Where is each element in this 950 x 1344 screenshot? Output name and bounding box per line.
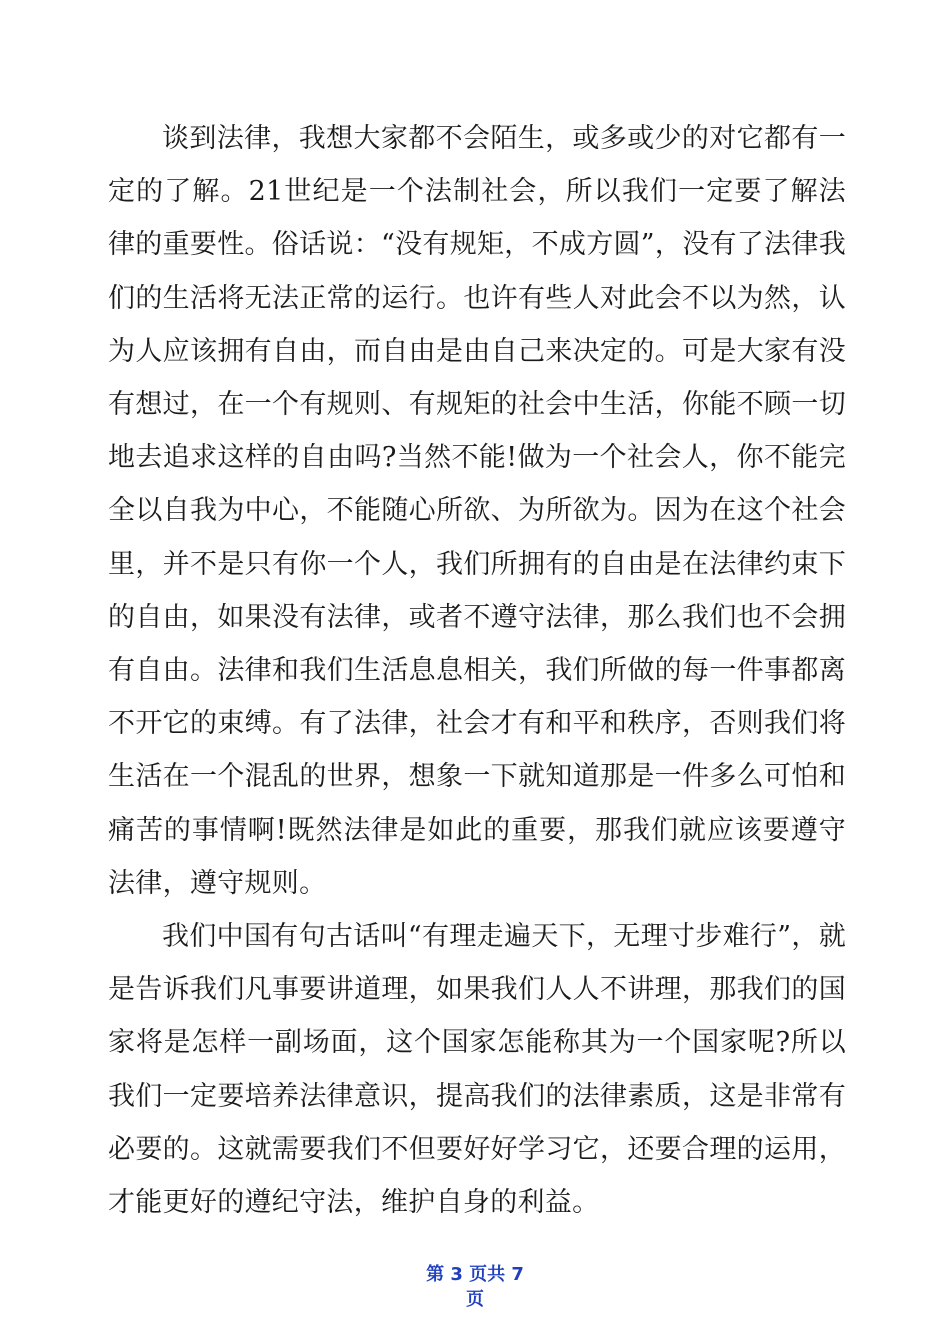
document-body [108, 112, 846, 1229]
paragraph-2: 我们中国有句古话叫“有理走遍天下，无理寸步难行”，就是告诉我们凡事要讲道理，如果我们人人不讲理，那我们的国家将是怎样一副场面，这个国家怎能称其为一个国家呢?所以我们一定要培养法律意识，提高我们的法律素质，这是非常有必要的。这就需要我们不但要好好学习它，还要合理的运用，才能更好的遵纪守法，维护自身的利益。 [108, 921, 846, 1219]
page-number-line-2: 页 [466, 1289, 484, 1310]
page-number-footer [395, 1262, 555, 1312]
paragraph-1: 谈到法律，我想大家都不会陌生，或多或少的对它都有一定的了解。21世纪是一个法制社会，所以我们一定要了解法律的重要性。俗话说：“没有规矩，不成方圆”，没有了法律我们的生活将无法正常的运行。也许有些人对此会不以为然，认为人应该拥有自由，而自由是由自己来决定的。可是大家有没有想过，在一个有规则、有规矩的社会中生活，你能不顾一切地去追求这样的自由吗?当然不能!做为一个社会人，你不能完全以自我为中心，不能随心所欲、为所欲为。因为在这个社会里，并不是只有你一个人，我们所拥有的自由是在法律约束下的自由，如果没有法律，或者不遵守法律，那么我们也不会拥有自由。法律和我们生活息息相关，我们所做的每一件事都离不开它的束缚。有了法律，社会才有和平和秩序，否则我们将生活在一个混乱的世界，想象一下就知道那是一件多么可怕和痛苦的事情啊!既然法律是如此的重要，那我们就应该要遵守法律，遵守规则。 [108, 123, 847, 899]
page-number-line-1: 第 3 页共 7 [426, 1264, 524, 1285]
